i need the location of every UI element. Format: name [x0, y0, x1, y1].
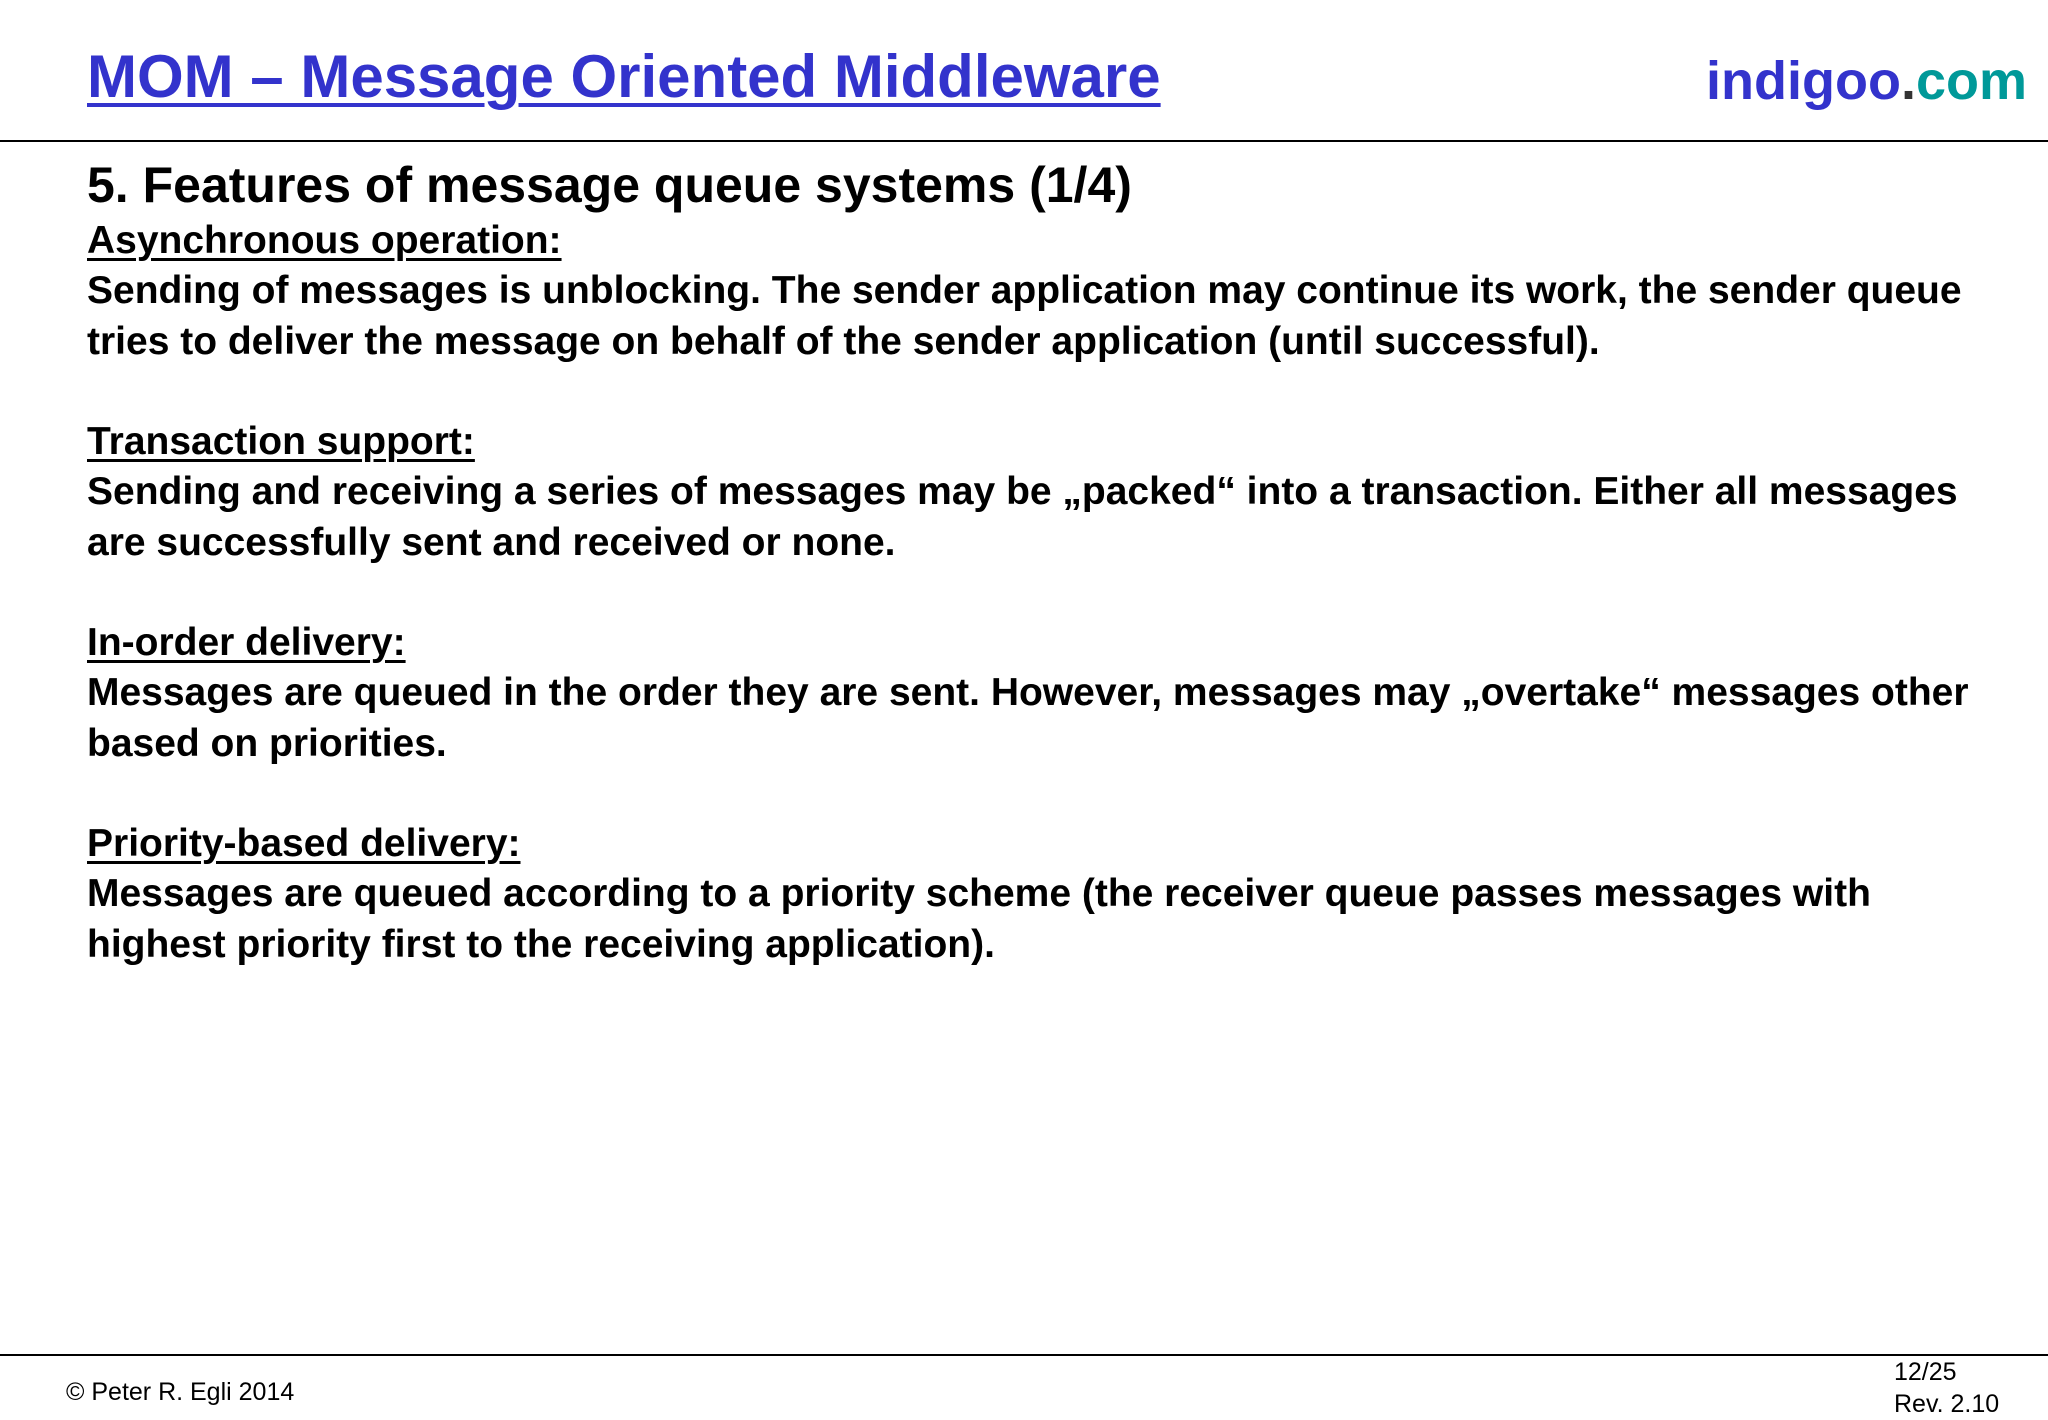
section-body: Sending of messages is unblocking. The sender application may continue its work, the sender queue tries to deliver the message on behalf of the sender application (until successful).: [87, 269, 1962, 363]
feature-section-transaction: [87, 417, 2017, 568]
page-info: [1894, 1356, 1999, 1420]
brand-name: indigoo: [1706, 51, 1901, 111]
header-divider: [0, 140, 2048, 142]
section-body: Sending and receiving a series of messages may be „packed“ into a transaction. Either all messages are successfully sent and received or none.: [87, 470, 1958, 564]
feature-section-in-order: [87, 618, 2017, 769]
feature-section-asynchronous: [87, 216, 2017, 367]
brand-tld: com: [1915, 51, 2027, 111]
section-body: Messages are queued according to a priority scheme (the receiver queue passes messages with highest priority first to the receiving application).: [87, 872, 1871, 966]
feature-section-priority: [87, 819, 2017, 970]
slide-content: [87, 216, 2017, 1020]
brand-dot: .: [1900, 51, 1916, 111]
footer-divider: [0, 1354, 2048, 1356]
slide-heading: 5. Features of message queue systems (1/4): [87, 157, 1132, 213]
page-number: 12/25: [1894, 1358, 1957, 1386]
section-title: Transaction support:: [87, 420, 475, 463]
section-title: Asynchronous operation:: [87, 219, 562, 262]
revision-label: Rev. 2.10: [1894, 1390, 2000, 1418]
brand-logo: [1706, 50, 2027, 112]
copyright-notice: © Peter R. Egli 2014: [66, 1378, 295, 1406]
page-title: MOM – Message Oriented Middleware: [87, 43, 1161, 110]
section-title: Priority-based delivery:: [87, 822, 521, 865]
section-title: In-order delivery:: [87, 621, 406, 664]
section-body: Messages are queued in the order they are sent. However, messages may „overtake“ messages other based on priorities.: [87, 671, 1969, 765]
